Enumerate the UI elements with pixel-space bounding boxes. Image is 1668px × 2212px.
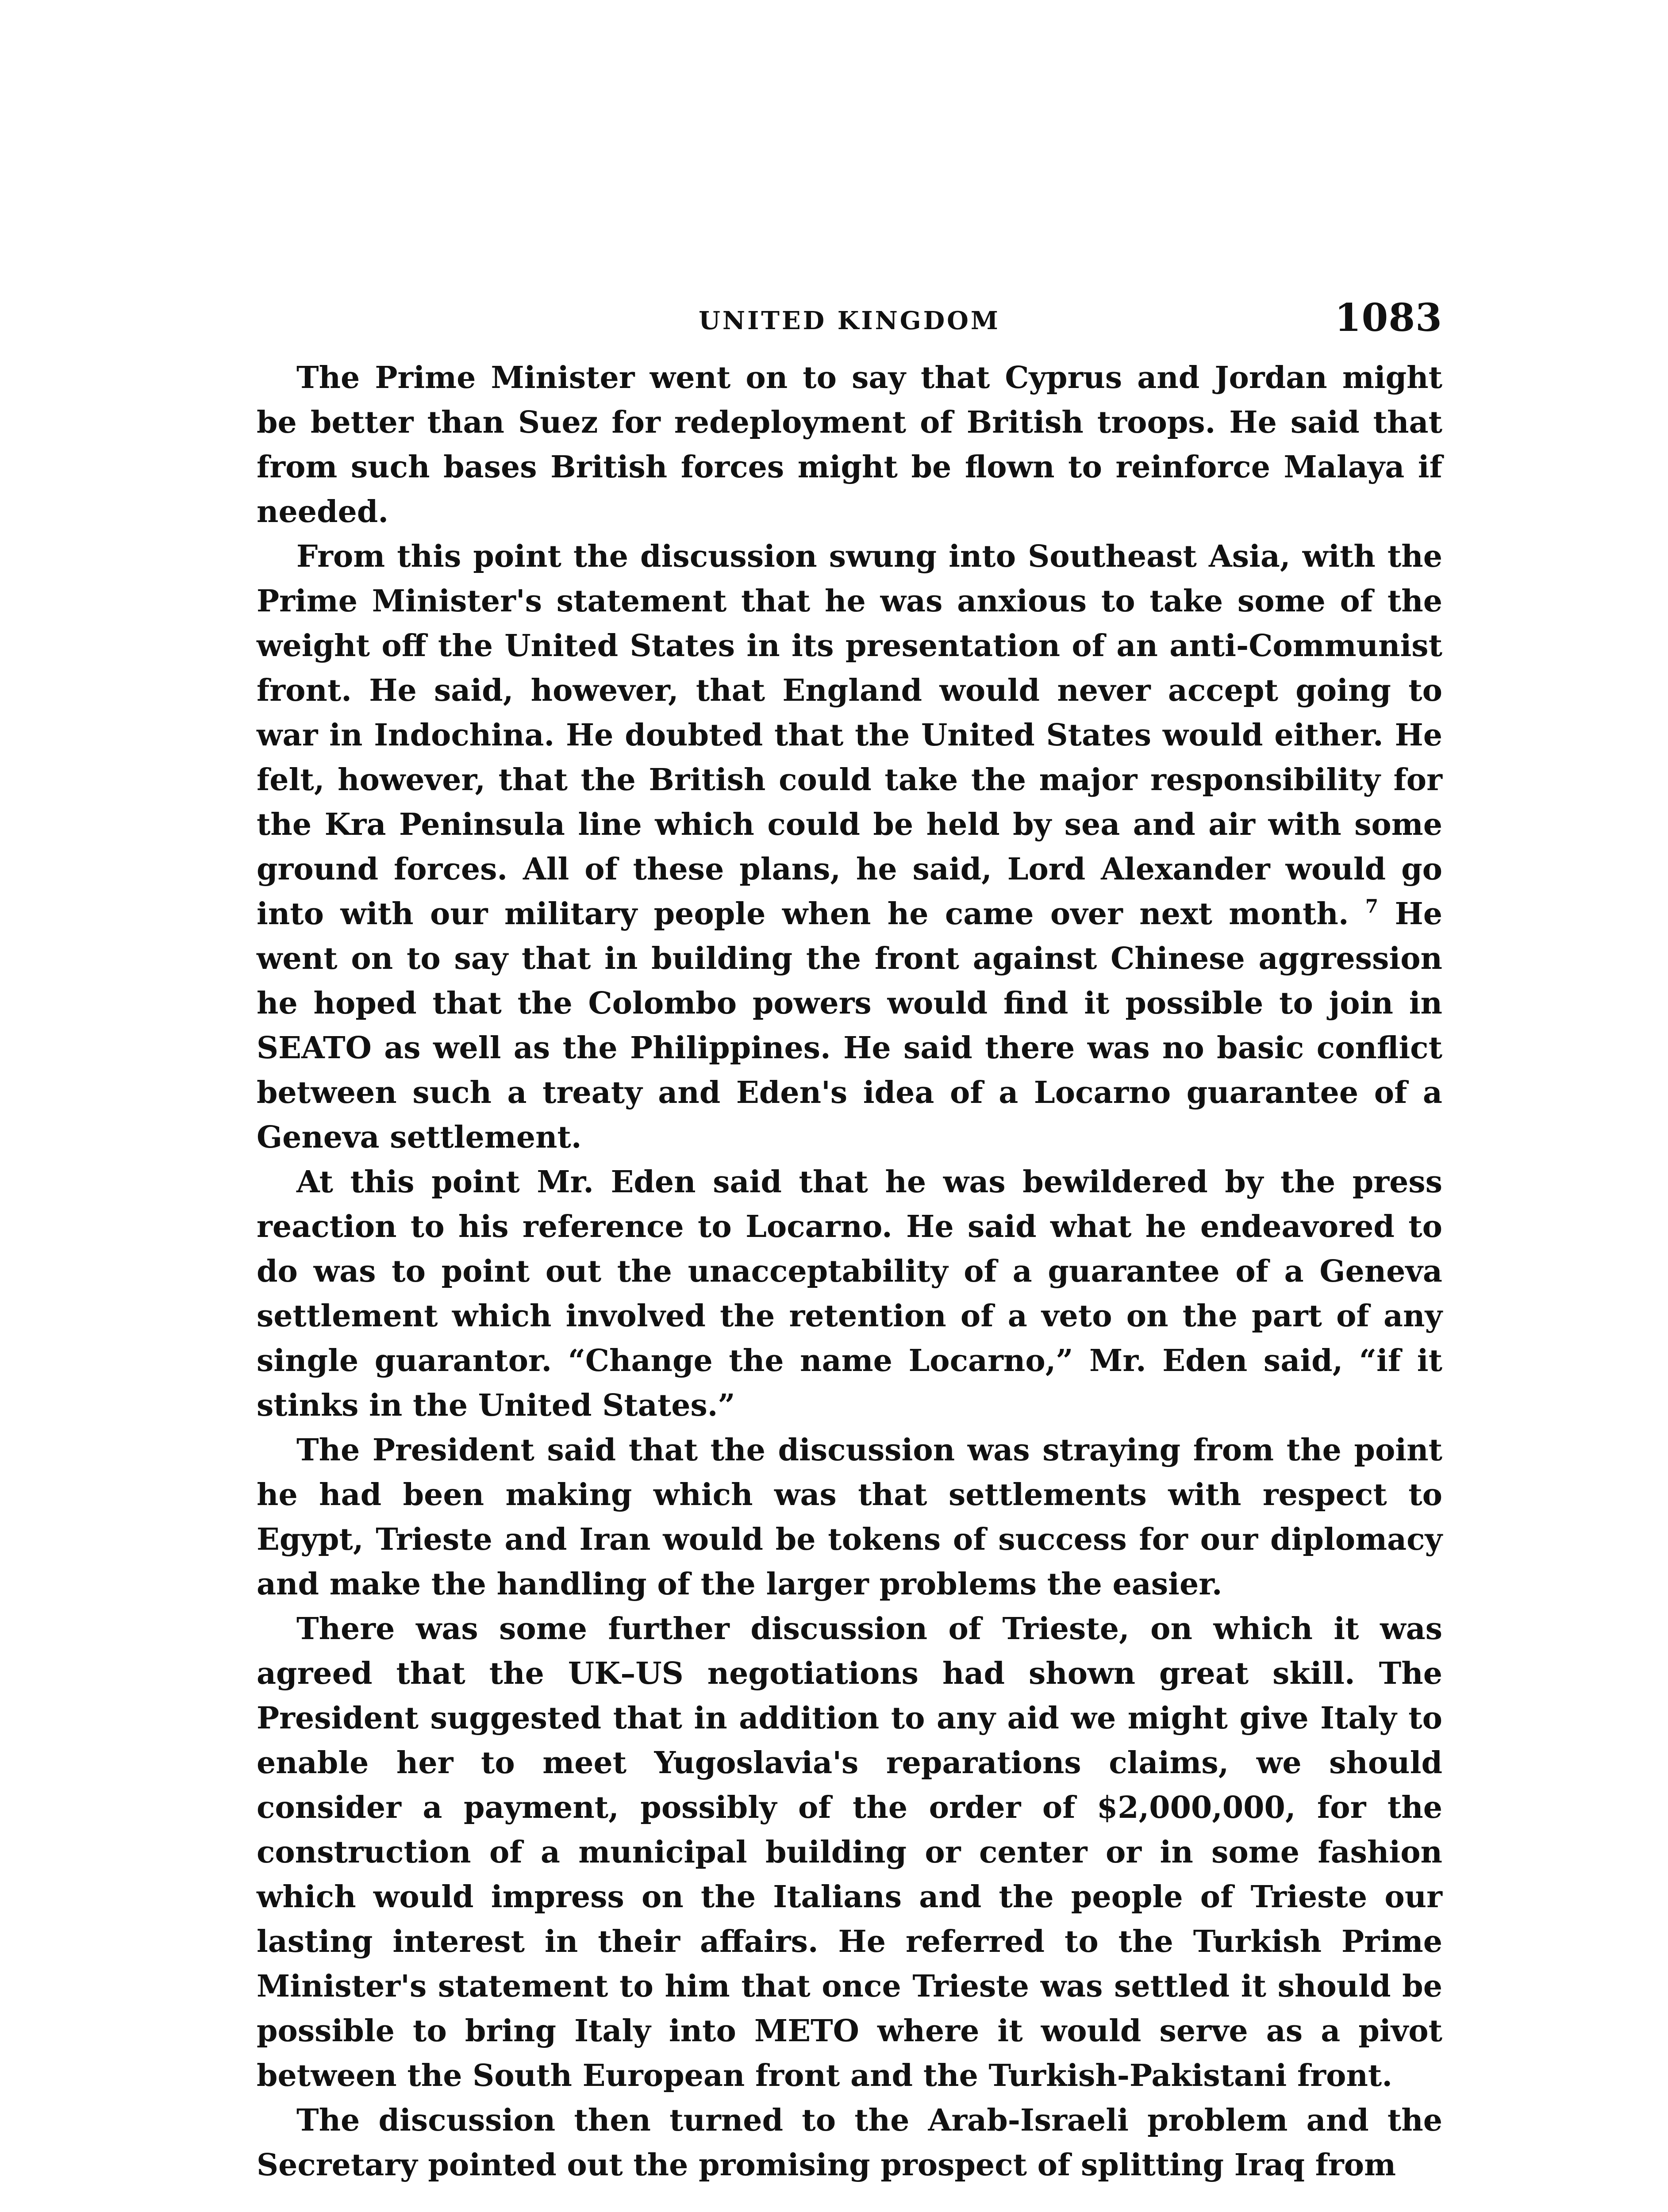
paragraph-trieste: There was some further discussion of Trieste, on which it was agreed that the UK–US negotiations had shown great skill. The President suggested that in addition to any aid we might give Italy to enable her to meet Yugoslavia's reparations claims, we should consider a payment, possibly of the order of $2,000,000, for the construction of a municipal building or center or in some fashion which would impress on the Italians and the people of Trieste our lasting interest in their affairs. He referred to the Turkish Prime Minister's statement to him that once Trieste was settled it should be possible to bring Italy into METO where it would serve as a pivot between the South European front and the Turkish-Pakistani front. <box>257 1611 1442 2093</box>
paragraph-southeast-asia <box>257 534 1442 1160</box>
paragraph-president-diplomacy: The President said that the discussion was straying from the point he had been making which was that settlements with respect to Egypt, Trieste and Iran would be tokens of success for our diplomacy and make the handling of the larger problems the easier. <box>257 1432 1442 1602</box>
paragraph-arab-israeli: The discussion then turned to the Arab-Israeli problem and the Secretary pointed out the promising prospect of splitting Iraq from <box>257 2103 1442 2183</box>
paragraph-eden-locarno: At this point Mr. Eden said that he was bewildered by the press reaction to his reference to Locarno. He said what he endeavored to do was to point out the unacceptability of a guarantee of a Geneva settlement which involved the retention of a veto on the part of any single guarantor. “Change the name Locarno,” Mr. Eden said, “if it stinks in the United States.” <box>257 1164 1442 1423</box>
running-header <box>257 283 1442 349</box>
page-number: 1083 <box>1334 296 1442 340</box>
paragraph-southeast-asia-text: From this point the discussion swung into Southeast Asia, with the Prime Minister's statement that he was anxious to take some of the weight off the United States in its presentation of an anti-Communist front. He said, however, that England would never accept going to war in Indochina. He doubted that the United States would either. He felt, however, that the British could take the major responsibility for the Kra Peninsula line which could be held by sea and air with some ground forces. All of these plans, he said, Lord Alexander would go into with our military people when he came over next month. <box>257 539 1442 932</box>
document-page <box>257 283 1442 2212</box>
footnote-reference: 7 <box>1365 895 1379 917</box>
running-title: UNITED KINGDOM <box>699 306 1000 335</box>
paragraph-southeast-asia-continued: He went on to say that in building the front against Chinese aggression he hoped that the Colombo powers would find it possible to join in SEATO as well as the Philippines. He said there was no basic conflict between such a treaty and Eden's idea of a Locarno guarantee of a Geneva settlement. <box>257 896 1442 1155</box>
body-text <box>257 356 1442 2188</box>
paragraph-cyprus-jordan: The Prime Minister went on to say that Cyprus and Jordan might be better than Suez for redeployment of British troops. He said that from such bases British forces might be flown to reinforce Malaya if needed. <box>257 360 1442 530</box>
